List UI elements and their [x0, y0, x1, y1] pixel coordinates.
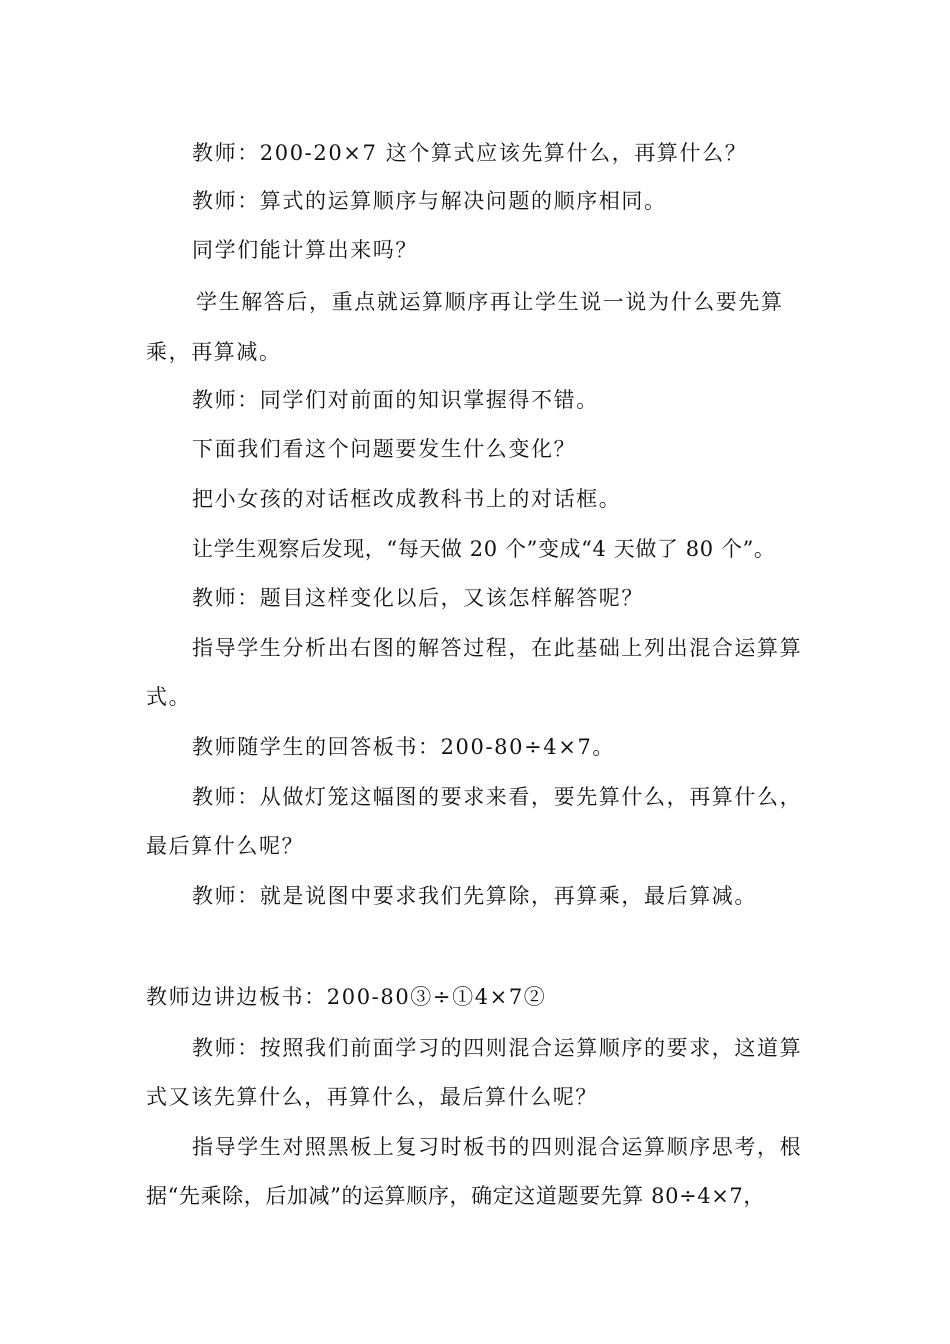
- paragraph-line-15: 最后算什么呢？: [146, 834, 305, 858]
- paragraph-line-9: 让学生观察后发现，“每天做 20 个”变成“4 天做了 80 个”。: [192, 537, 776, 561]
- paragraph-line-8: 把小女孩的对话框改成教科书上的对话框。: [192, 487, 622, 511]
- paragraph-line-5: 乘，再算减。: [146, 340, 282, 364]
- paragraph-line-19: 式又该先算什么，再算什么，最后算什么呢？: [146, 1085, 598, 1109]
- paragraph-line-20: 指导学生对照黑板上复习时板书的四则混合运算顺序思考，根: [192, 1135, 803, 1159]
- paragraph-line-14: 教师：从做灯笼这幅图的要求来看，要先算什么，再算什么，: [192, 785, 803, 809]
- paragraph-line-16: 教师：就是说图中要求我们先算除，再算乘，最后算减。: [192, 884, 757, 908]
- paragraph-line-18: 教师：按照我们前面学习的四则混合运算顺序的要求，这道算: [192, 1036, 803, 1060]
- paragraph-line-21: 据“先乘除，后加减”的运算顺序，确定这道题要先算 80÷4×7，: [146, 1184, 765, 1208]
- paragraph-line-3: 同学们能计算出来吗？: [192, 238, 418, 262]
- paragraph-line-7: 下面我们看这个问题要发生什么变化？: [192, 437, 577, 461]
- paragraph-line-1: 教师：200-20×7 这个算式应该先算什么，再算什么？: [192, 141, 748, 165]
- paragraph-line-4: 学生解答后，重点就运算顺序再让学生说一说为什么要先算: [196, 290, 784, 314]
- paragraph-line-12: 式。: [146, 685, 192, 709]
- paragraph-line-10: 教师：题目这样变化以后，又该怎样解答呢？: [192, 586, 644, 610]
- paragraph-line-6: 教师：同学们对前面的知识掌握得不错。: [192, 388, 599, 412]
- paragraph-line-17: 教师边讲边板书：200-80③÷①4×7②: [146, 985, 547, 1009]
- paragraph-line-11: 指导学生分析出右图的解答过程，在此基础上列出混合运算算: [192, 636, 803, 660]
- paragraph-line-2: 教师：算式的运算顺序与解决问题的顺序相同。: [192, 189, 667, 213]
- paragraph-line-13: 教师随学生的回答板书：200-80÷4×7。: [192, 735, 616, 759]
